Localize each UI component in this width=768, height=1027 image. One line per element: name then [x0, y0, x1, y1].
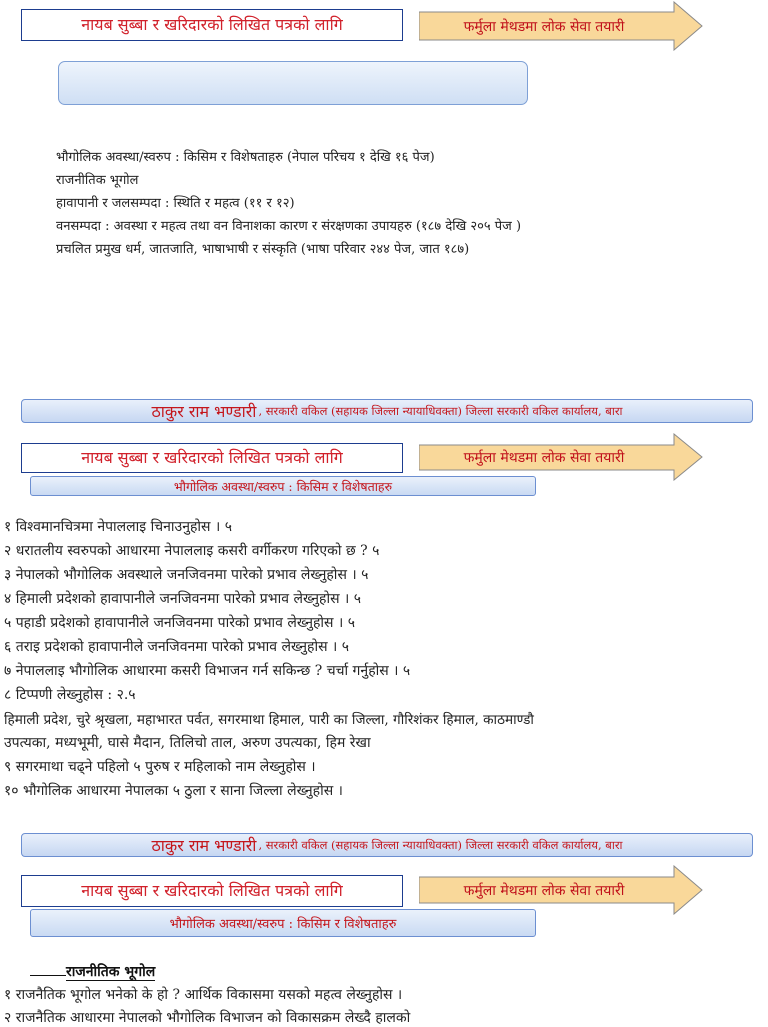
page1-arrow-text: फर्मुला मेथडमा लोक सेवा तयारी — [463, 18, 625, 35]
topic-line: भौगोलिक अवस्था/स्वरुप : किसिम र विशेषताहरु (नेपाल परिचय १ देखि १६ पेज) — [56, 150, 435, 165]
question-line: उपत्यका, मध्यभूमी, घासे मैदान, तिलिचो ताल, अरुण उपत्यका, हिम रेखा — [4, 735, 371, 751]
question-line: २ धरातलीय स्वरुपको आधारमा नेपाललाइ कसरी वर्गीकरण गरिएको छ ? ५ — [4, 543, 380, 559]
question-line: ३ नेपालको भौगोलिक अवस्थाले जनजिवनमा पारेको प्रभाव लेख्नुहोस । ५ — [4, 567, 369, 583]
page3-arrow-text: फर्मुला मेथडमा लोक सेवा तयारी — [463, 882, 625, 899]
page3-title — [21, 875, 403, 907]
section-heading-text: राजनीतिक भूगोल — [66, 964, 156, 980]
question-line: ९ सगरमाथा चढ्ने पहिलो ५ पुरुष र महिलाको नाम लेख्नुहोस । — [4, 759, 316, 775]
question-line: १० भौगोलिक आधारमा नेपालका ५ ठुला र साना जिल्ला लेख्नुहोस । — [4, 783, 343, 799]
question-line: १ राजनैतिक भूगोल भनेको के हो ? आर्थिक विकासमा यसको महत्व लेख्नुहोस । — [4, 987, 403, 1003]
author-name: ठाकुर राम भण्डारी — [151, 402, 257, 421]
page1-blank-banner — [58, 61, 528, 105]
page3-subtitle-text: भौगोलिक अवस्था/स्वरुप : किसिम र विशेषताहरु — [169, 917, 397, 932]
question-line: ४ हिमाली प्रदेशको हावापानीले जनजिवनमा पारेको प्रभाव लेख्नुहोस । ५ — [4, 591, 362, 607]
question-line: हिमाली प्रदेश, चुरे श्रृखला, महाभारत पर्वत, सगरमाथा हिमाल, पारी का जिल्ला, गौरिशंकर हिमाल, काठमाण्डौ — [4, 712, 534, 728]
page2-arrow-text: फर्मुला मेथडमा लोक सेवा तयारी — [463, 449, 625, 466]
page1-title-text: नायब सुब्बा र खरिदारको लिखित पत्रको लागि — [81, 15, 343, 34]
page1-arrow-banner — [419, 1, 703, 51]
page2-arrow-banner — [419, 433, 703, 481]
author-bar — [21, 399, 753, 423]
topic-line: हावापानी र जलसम्पदा : स्थिति र महत्व (११ र १२) — [56, 196, 295, 211]
question-line: ७ नेपाललाइ भौगोलिक आधारमा कसरी विभाजन गर्न सकिन्छ ? चर्चा गर्नुहोस । ५ — [4, 663, 411, 679]
author-details: , सरकारी वकिल (सहायक जिल्ला न्यायाधिवक्ता) जिल्ला सरकारी वकिल कार्यालय, बारा — [258, 403, 623, 418]
question-line: ८ टिप्पणी लेख्नुहोस : २.५ — [4, 687, 136, 703]
page2-title-text: नायब सुब्बा र खरिदारको लिखित पत्रको लागि — [81, 448, 343, 467]
author-bar — [21, 833, 753, 857]
page2-subtitle — [30, 476, 536, 496]
page2-subtitle-text: भौगोलिक अवस्था/स्वरुप : किसिम र विशेषताहरु — [173, 478, 393, 494]
question-line: ५ पहाडी प्रदेशको हावापानीले जनजिवनमा पारेको प्रभाव लेख्नुहोस । ५ — [4, 615, 355, 631]
page2-title — [21, 443, 403, 473]
page3-title-text: नायब सुब्बा र खरिदारको लिखित पत्रको लागि — [81, 881, 343, 900]
author-details: , सरकारी वकिल (सहायक जिल्ला न्यायाधिवक्ता) जिल्ला सरकारी वकिल कार्यालय, बारा — [258, 837, 623, 852]
question-line: १ विश्वमानचित्रमा नेपाललाइ चिनाउनुहोस । ५ — [4, 519, 232, 535]
topic-line: वनसम्पदा : अवस्था र महत्व तथा वन विनाशका कारण र संरक्षणका उपायहरु (१८७ देखि २०५ पेज ) — [56, 219, 522, 234]
page3-subtitle — [30, 909, 536, 937]
section-heading — [30, 962, 155, 981]
question-line: २ राजनैतिक आधारमा नेपालको भौगोलिक विभाजन को विकासक्रम लेख्दै हालको — [4, 1010, 411, 1026]
topic-line: राजनीतिक भूगोल — [56, 173, 139, 188]
author-name: ठाकुर राम भण्डारी — [151, 836, 257, 855]
question-line: ६ तराइ प्रदेशको हावापानीले जनजिवनमा पारेको प्रभाव लेख्नुहोस । ५ — [4, 639, 350, 655]
page1-title — [21, 9, 403, 41]
topic-line: प्रचलित प्रमुख धर्म, जातजाति, भाषाभाषी र संस्कृति (भाषा परिवार २४४ पेज, जात १८७) — [56, 242, 470, 257]
page3-arrow-banner — [419, 865, 703, 915]
